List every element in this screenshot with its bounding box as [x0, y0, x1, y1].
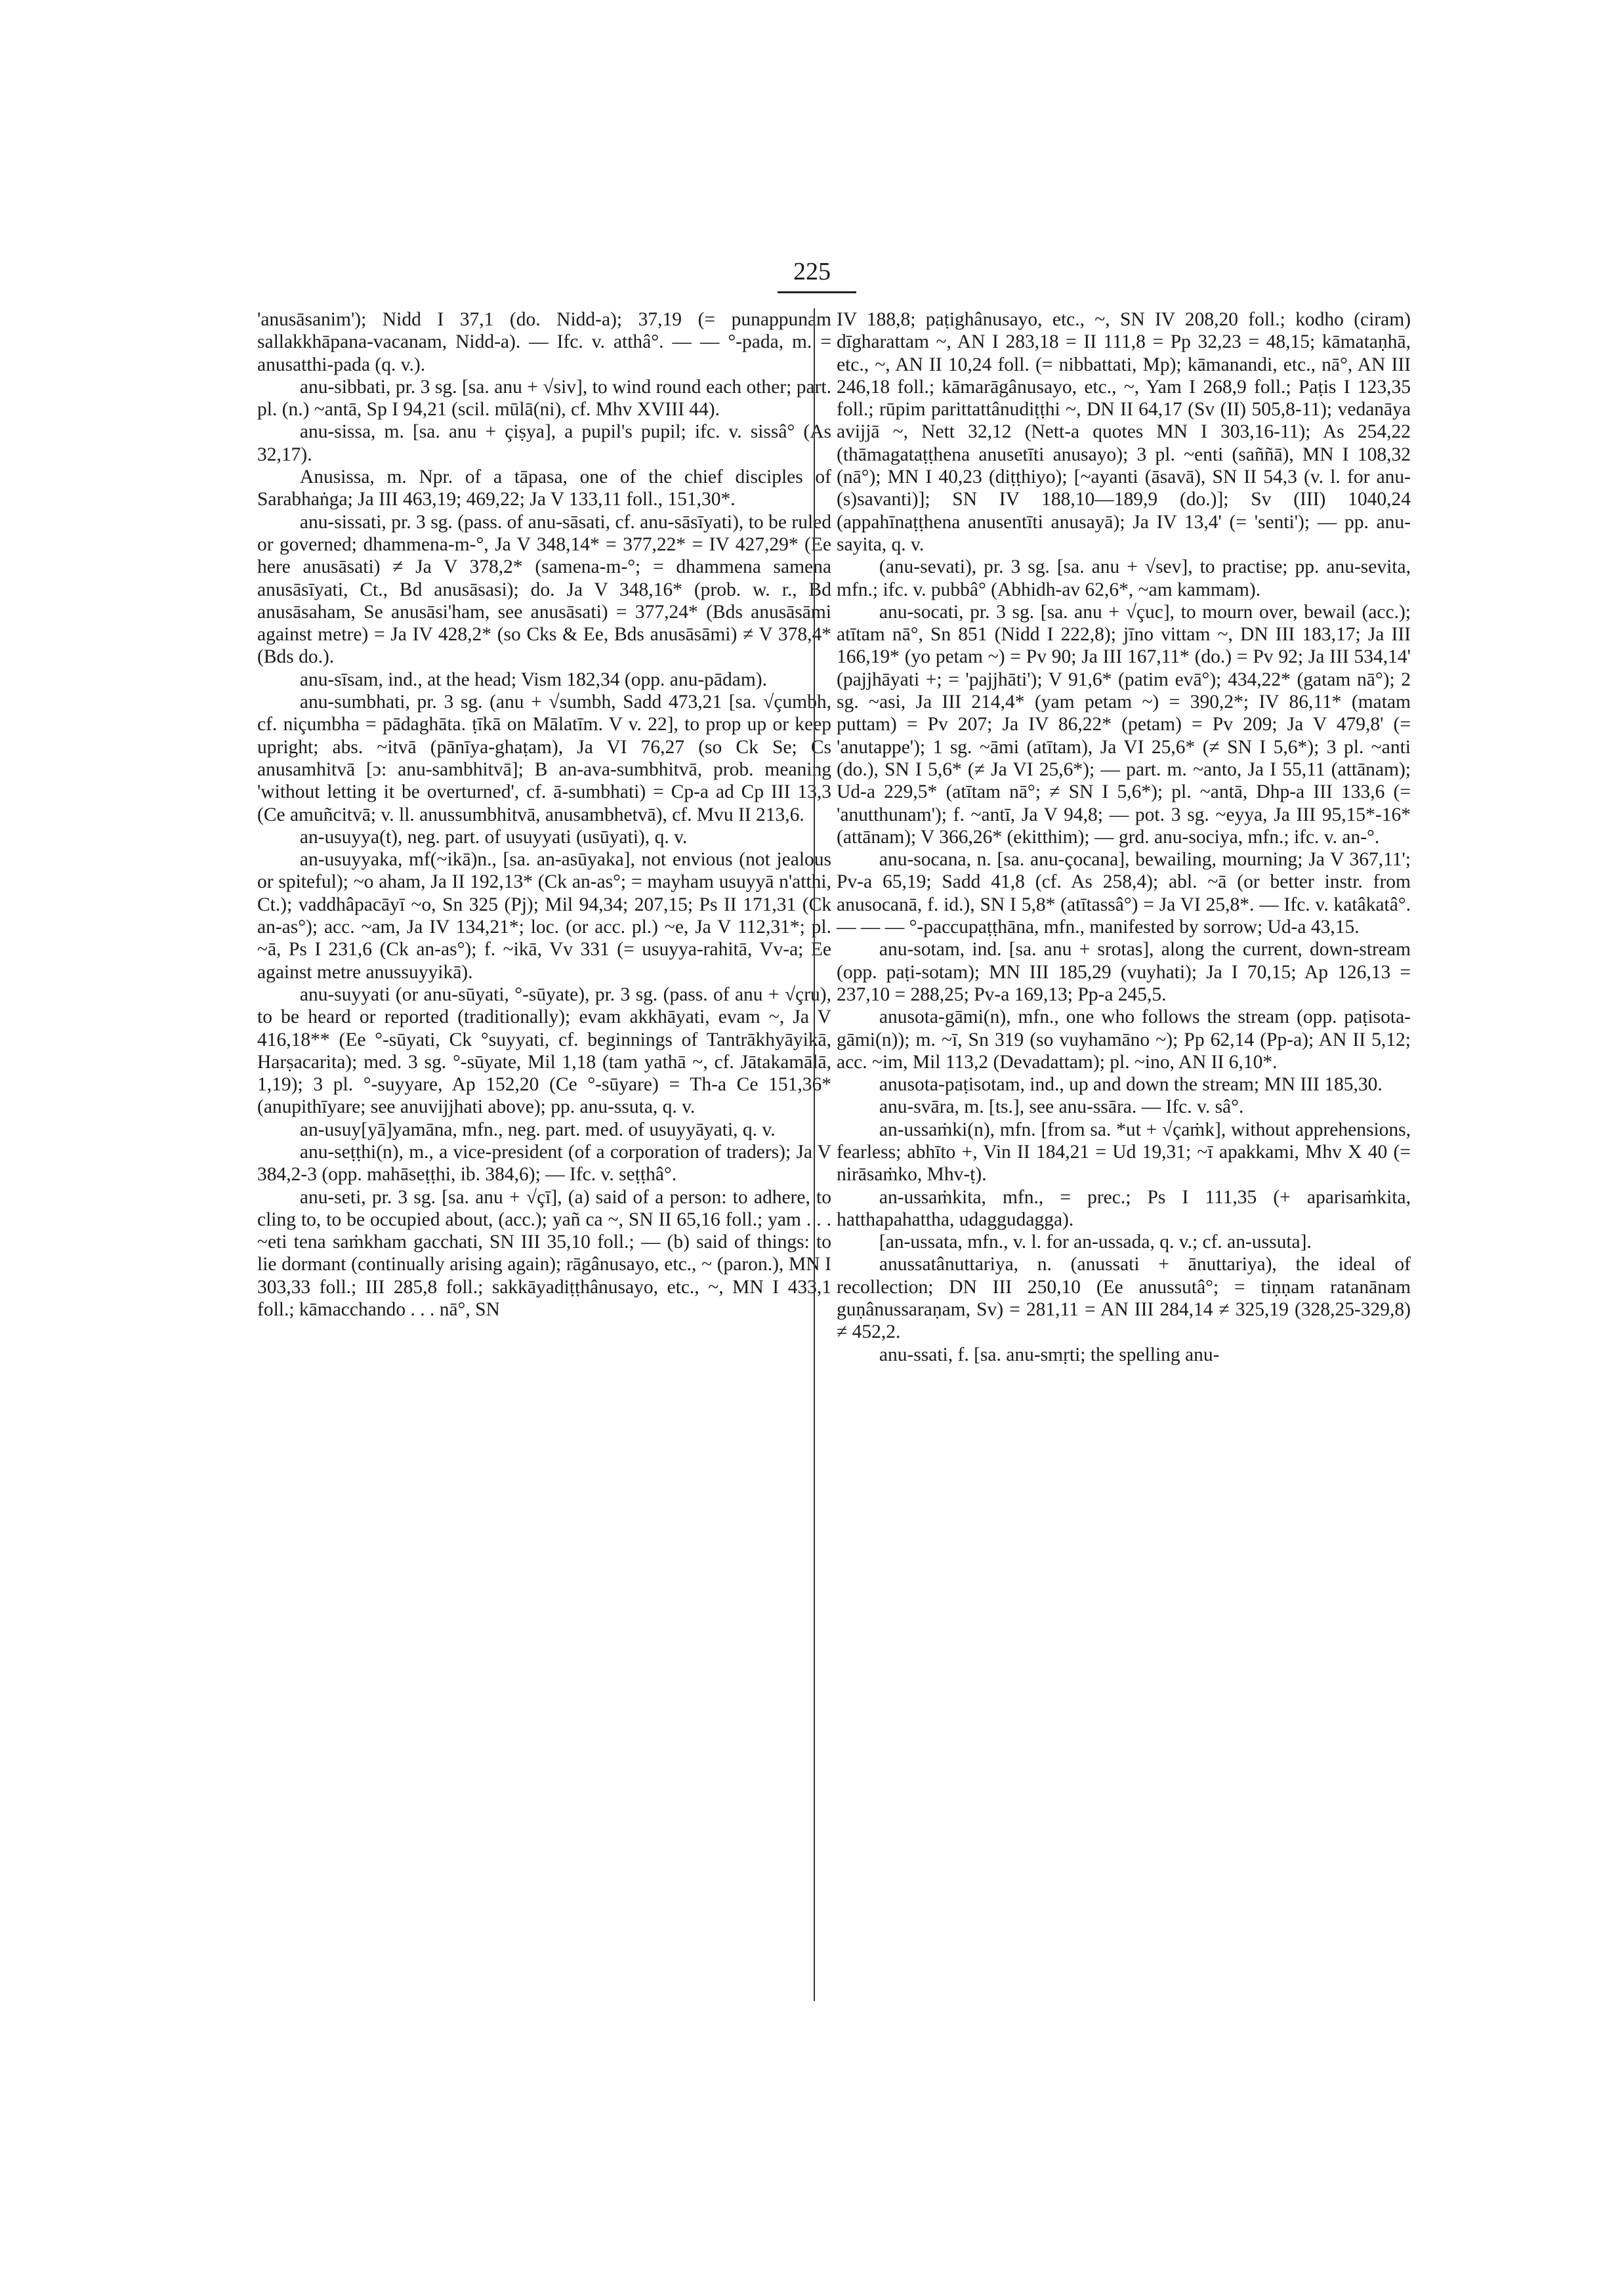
dictionary-entry: anu-sumbhati, pr. 3 sg. (anu + √sumbh, Sadd 473,21 [sa. √çumbh, cf. niçumbha = pādaghāta. ṭīkā on Mālatīm. V v. 22], to prop up or keep upright; abs. ~itvā (pānīya-ghaṭam), Ja VI 76,27 (so Ck Se; Cs anusamhitvā [ɔ: anu-sambhitvā]; B an-ava-sumbhitvā, prob. meaning 'without letting it be overturned', cf. ā-sumbhati) = Cp-a ad Cp III 13,3 (Ce amuñcitvā; v. ll. anussumbhitvā, anusambhetvā), cf. Mvu II 213,6.	[257, 692, 831, 825]
dictionary-entry: anusota-gāmi(n), mfn., one who follows the stream (opp. paṭisota-gāmi(n)); m. ~ī, Sn 319 (so vuyhamāno ~); Pp 62,14 (Pp-a); AN II 5,12; acc. ~im, Mil 113,2 (Devadattam); pl. ~ino, AN II 6,10*.	[837, 1006, 1411, 1073]
dictionary-entry: [an-ussata, mfn., v. l. for an-ussada, q. v.; cf. an-ussuta].	[879, 1231, 1312, 1253]
dictionary-entry: an-ussaṁki(n), mfn. [from sa. *ut + √çaṁk], without apprehensions, fearless; abhīto +, Vin II 184,21 = Ud 19,31; ~ī apakkami, Mhv X 40 (= nirāsaṁko, Mhv-ṭ).	[837, 1119, 1411, 1186]
dictionary-entry: an-usuyya(t), neg. part. of usuyyati (usūyati), q. v.	[299, 826, 688, 848]
left-column	[257, 308, 831, 1321]
dictionary-entry: anu-ssati, f. [sa. anu-smṛti; the spelling anu-	[879, 1344, 1220, 1365]
dictionary-entry: anu-sotam, ind. [sa. anu + srotas], along the current, down-stream (opp. paṭi-sotam); MN III 185,29 (vuyhati); Ja I 70,15; Ap 126,13 = 237,10 = 288,25; Pv-a 169,13; Pp-a 245,5.	[837, 939, 1411, 1005]
dictionary-entry: anu-svāra, m. [ts.], see anu-ssāra. — Ifc. v. sâ°.	[879, 1096, 1244, 1118]
dictionary-entry: anu-sibbati, pr. 3 sg. [sa. anu + √siv], to wind round each other; part. pl. (n.) ~antā, Sp I 94,21 (scil. mūlā(ni), cf. Mhv XVIII 44).	[257, 376, 831, 421]
dictionary-entry: anu-socati, pr. 3 sg. [sa. anu + √çuc], to mourn over, bewail (acc.); atītam nā°, Sn 851 (Nidd I 222,8); jīno vittam ~, DN III 183,17; Ja III 166,19* (yo petam ~) = Pv 90; Ja III 167,11* (do.) = Pv 92; Ja III 534,14' (pajjhāyati +; = 'pajjhāti'); V 91,6* (patim evā°); 434,22* (gatam nā°); 2 sg. ~asi, Ja III 214,4* (yam petam ~) = 390,2*; IV 86,11* (matam puttam) = Pv 207; Ja IV 86,22* (petam) = Pv 209; Ja V 479,8' (= 'anutappe'); 1 sg. ~āmi (atītam), Ja VI 25,6* (≠ SN I 5,6*); 3 pl. ~anti (do.), SN I 5,6* (≠ Ja VI 25,6*); — part. m. ~anto, Ja I 55,11 (attānam); Ud-a 229,5* (atītam nā°; ≠ SN I 5,6*); pl. ~antā, Dhp-a III 133,6 (= 'anutthunam'); f. ~antī, Ja V 94,8; — pot. 3 sg. ~eyya, Ja III 95,15*-16* (attānam); V 366,26* (ekitthim); — grd. anu-sociya, mfn.; ifc. v. an-°.	[837, 601, 1411, 848]
dictionary-entry: anu-socana, n. [sa. anu-çocana], bewailing, mourning; Ja V 367,11'; Pv-a 65,19; Sadd 41,8 (cf. As 258,4); abl. ~ā (or better instr. from anusocanā, f. id.), SN I 5,8* (atītassâ°) = Ja VI 25,8*. — Ifc. v. katâkatâ°. — — — °-paccupaṭṭhāna, mfn., manifested by sorrow; Ud-a 43,15.	[837, 849, 1411, 938]
dictionary-entry: anu-sissati, pr. 3 sg. (pass. of anu-sāsati, cf. anu-sāsīyati), to be ruled or governed; dhammena-m-°, Ja V 348,14* = 377,22* = IV 427,29* (Ee here anusāsati) ≠ Ja V 378,2* (samena-m-°; = dhammena samena anusāsīyati, Ct., Bd anusāsasi); do. Ja V 348,16* (prob. w. r., Bd anusāsaham, Se anusāsi'ham, see anusāsati) = 377,24* (Bds anusāsāmi against metre) = Ja IV 428,2* (so Cks & Ee, Bds anusāsāmi) ≠ V 378,4* (Bds do.).	[257, 511, 831, 668]
dictionary-entry: anu-sissa, m. [sa. anu + çiṣya], a pupil's pupil; ifc. v. sissâ° (As 32,17).	[257, 421, 831, 465]
dictionary-entry: anu-sīsam, ind., at the head; Vism 182,34 (opp. anu-pādam).	[299, 669, 767, 690]
dictionary-entry: anussatânuttariya, n. (anussati + ānuttariya), the ideal of recollection; DN III 250,10 (Ee anussutâ°; = tiṇṇam ratanānam guṇânussaraṇam, Sv) = 281,11 = AN III 284,14 ≠ 325,19 (328,25-329,8) ≠ 452,2.	[837, 1254, 1411, 1343]
dictionary-entry: anu-seti, pr. 3 sg. [sa. anu + √çī], (a) said of a person: to adhere, to cling to, to be occupied about, (acc.); yañ ca ~, SN II 65,16 foll.; yam . . . ~eti tena saṁkham gacchati, SN III 35,10 foll.; — (b) said of things: to lie dormant (continually arising again); rāgânusayo, etc., ~ (paron.), MN I 303,33 foll.; III 285,8 foll.; sakkāyadiṭṭhânusayo, etc., ~, MN I 433,1 foll.; kāmacchando . . . nā°, SN	[257, 1186, 831, 1321]
dictionary-entry: anu-suyyati (or anu-sūyati, °-sūyate), pr. 3 sg. (pass. of anu + √çru), to be heard or reported (traditionally); evam akkhāyati, evam ~, Ja V 416,18** (Ee °-sūyati, Ck °suyyati, cf. beginnings of Tantrākhyāyikā, Harṣacarita); med. 3 sg. °-sūyate, Mil 1,18 (tam yathā ~, cf. Jātakamālā, 1,19); 3 pl. °-suyyare, Ap 152,20 (Ce °-sūyare) = Th-a Ce 151,36* (anupithīyare; see anuvijjhati above); pp. anu-ssuta, q. v.	[257, 983, 831, 1118]
page-number: 225	[793, 258, 831, 285]
column-divider	[814, 308, 815, 2001]
dictionary-entry: an-usuy[yā]yamāna, mfn., neg. part. med. of usuyyāyati, q. v.	[299, 1119, 776, 1140]
dictionary-entry: 'anusāsanim'); Nidd I 37,1 (do. Nidd-a); 37,19 (= punappunam sallakkhāpana-vacanam, Nidd-a). — Ifc. v. atthâ°. — — °-pada, m. = anusatthi-pada (q. v.).	[257, 309, 831, 375]
dictionary-entry: (anu-sevati), pr. 3 sg. [sa. anu + √sev], to practise; pp. anu-sevita, mfn.; ifc. v. pubbâ° (Abhidh-av 62,6*, ~am kammam).	[837, 556, 1411, 600]
dictionary-entry: anusota-paṭisotam, ind., up and down the stream; MN III 185,30.	[879, 1074, 1383, 1096]
right-column	[837, 308, 1411, 1366]
dictionary-entry: an-usuyyaka, mf(~ikā)n., [sa. an-asūyaka], not envious (not jealous or spiteful); ~o aham, Ja II 192,13* (Ck an-as°; = mayham usuyyā n'atthi, Ct.); vaddhâpacāyī ~o, Sn 325 (Pj); Mil 94,34; 207,15; Ps II 171,31 (Ck an-as°); acc. ~am, Ja IV 134,21*; loc. (or acc. pl.) ~e, Ja V 112,31*; pl. ~ā, Ps I 231,6 (Ck an-as°); f. ~ikā, Vv 331 (= usuyya-rahitā, Vv-a; Ee against metre anussuyyikā).	[257, 849, 831, 983]
dictionary-entry: anu-seṭṭhi(n), m., a vice-president (of a corporation of traders); Ja V 384,2-3 (opp. mahāseṭṭhi, ib. 384,6); — Ifc. v. seṭṭhâ°.	[257, 1141, 831, 1186]
dictionary-entry: Anusissa, m. Npr. of a tāpasa, one of the chief disciples of Sarabhaṅga; Ja III 463,19; 469,22; Ja V 133,11 foll., 151,30*.	[257, 466, 831, 510]
header-rule	[778, 291, 856, 293]
dictionary-entry: an-ussaṁkita, mfn., = prec.; Ps I 111,35 (+ aparisaṁkita, hatthapahattha, udaggudagga).	[837, 1186, 1411, 1230]
dictionary-entry: IV 188,8; paṭighânusayo, etc., ~, SN IV 208,20 foll.; kodho (ciram) dīgharattam ~, AN I 283,18 = II 111,8 = Pp 32,23 = 48,15; kāmataṇhā, etc., ~, AN II 10,24 foll. (= nibbattati, Mp); kāmanandi, etc., nā°, AN III 246,18 foll.; kāmarāgânusayo, etc., ~, Yam I 268,9 foll.; Paṭis I 123,35 foll.; rūpim parittattânudiṭṭhi ~, DN II 64,17 (Sv (II) 505,8-11); vedanāya avijjā ~, Nett 32,12 (Nett-a quotes MN I 303,16-11); As 254,22 (thāmagataṭṭhena anusetīti anusayo); 3 pl. ~enti (saññā), MN I 108,32 (nā°); MN I 40,23 (diṭṭhiyo); [~ayanti (āsavā), SN II 54,3 (v. l. for anu-(s)savanti)]; SN IV 188,10—189,9 (do.)]; Sv (III) 1040,24 (appahīnaṭṭhena anusentīti anusayā); Ja IV 13,4' (= 'senti'); — pp. anu-sayita, q. v.	[837, 309, 1411, 555]
